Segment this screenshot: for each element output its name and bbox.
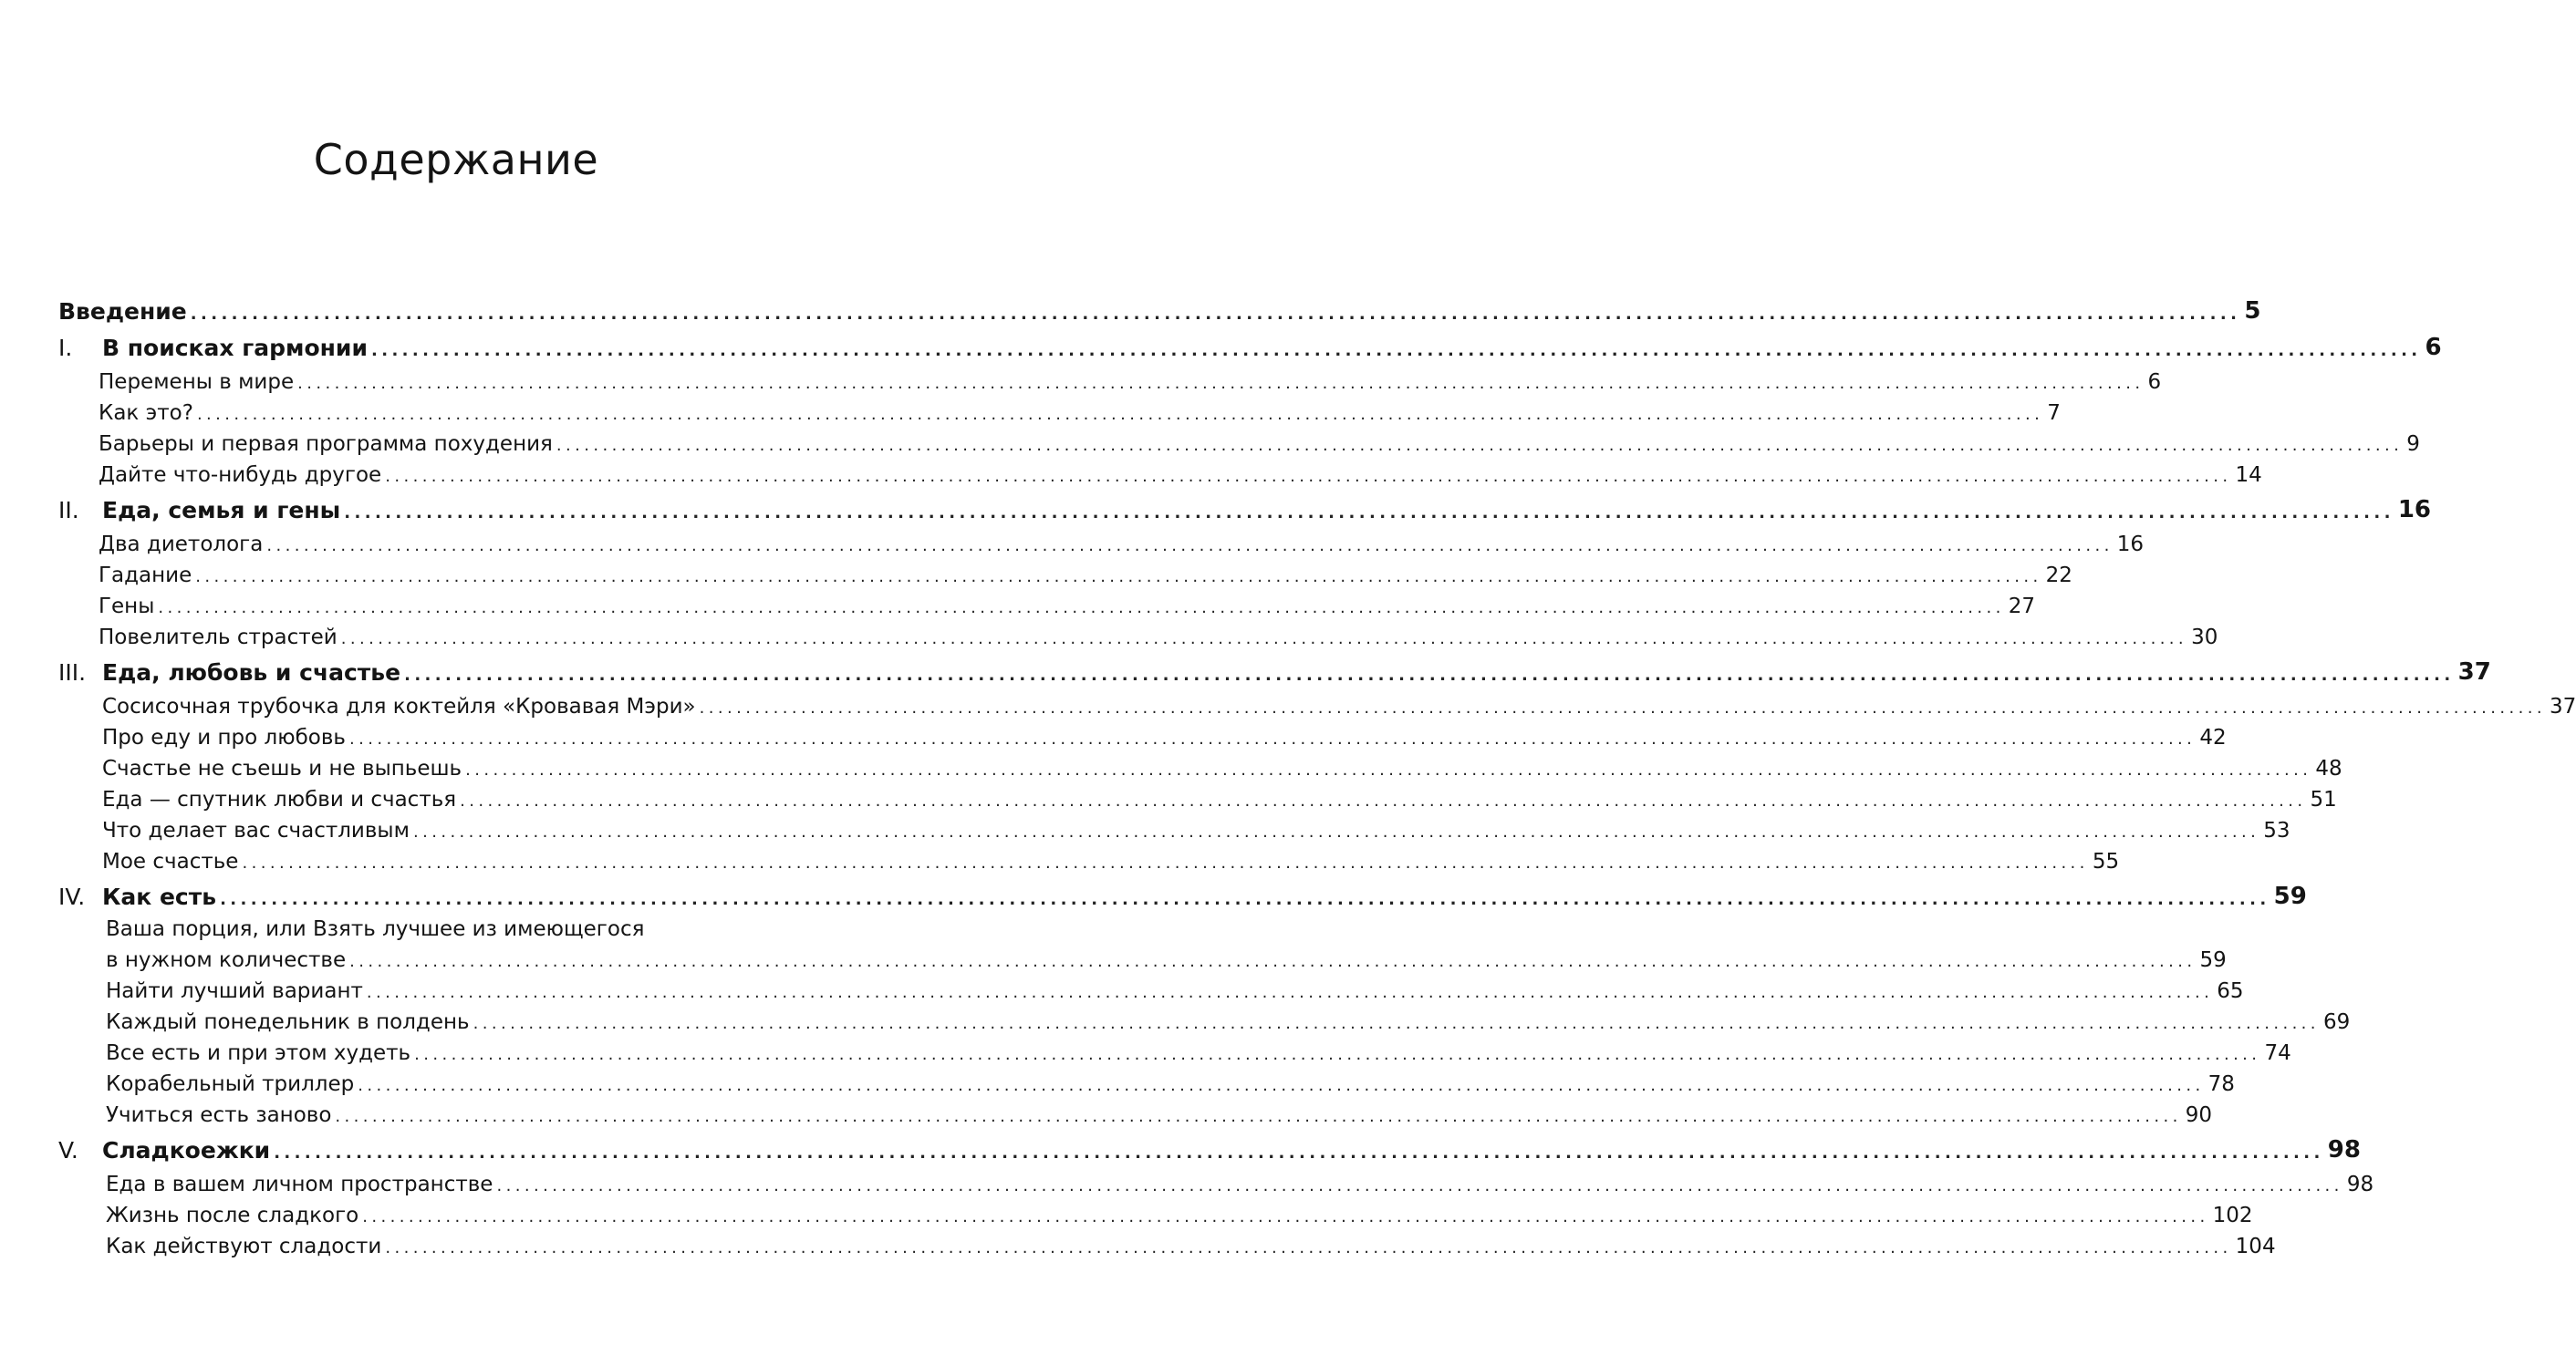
dot-leader: ........................................................................................................................................................................................................	[556, 436, 2404, 455]
toc-entry-label	[106, 1041, 410, 1065]
toc-section-row[interactable]	[102, 812, 2290, 843]
page-number: 14	[2235, 463, 2262, 487]
section-title: Найти лучший вариант	[106, 979, 363, 1003]
toc-entry-label	[58, 1137, 270, 1164]
dot-leader: ........................................................................................................................................................................................................	[358, 1076, 2205, 1095]
toc-entry-label	[106, 1103, 331, 1127]
page-title: Содержание	[313, 135, 599, 184]
page-number: 16	[2397, 496, 2431, 523]
toc-section-row[interactable]	[106, 1196, 2253, 1227]
dot-leader: ........................................................................................................................................................................................................	[340, 629, 2188, 648]
section-title: Учиться есть заново	[106, 1103, 332, 1127]
chapter-number: II.	[58, 497, 79, 523]
toc-section-row[interactable]	[99, 556, 2072, 587]
toc-section-row[interactable]	[106, 1003, 2351, 1034]
chapter-title: Еда, семья и гены	[102, 497, 341, 523]
toc-chapter-row[interactable]	[58, 492, 2431, 523]
page-number: 6	[2425, 334, 2442, 361]
page-number: 53	[2263, 819, 2290, 843]
dot-leader: ........................................................................................................................................................................................................	[362, 1207, 2209, 1226]
toc-entry-label	[106, 1235, 381, 1258]
toc-entry-label	[106, 948, 346, 972]
toc-entry-label	[99, 533, 263, 556]
chapter-number: V.	[58, 1137, 78, 1164]
toc-entry-label	[99, 564, 192, 587]
toc-section-row[interactable]	[106, 1065, 2235, 1096]
toc-section-row[interactable]	[102, 719, 2227, 750]
toc-entry-label	[58, 335, 368, 361]
section-title: Все есть и при этом худеть	[106, 1041, 411, 1065]
toc-section-row[interactable]	[106, 1165, 2374, 1196]
dot-leader: ........................................................................................................................................................................................................	[242, 854, 2089, 873]
page-number: 104	[2235, 1235, 2276, 1258]
page-number: 27	[2008, 595, 2035, 618]
toc-chapter-row[interactable]	[58, 294, 2261, 325]
page-number: 59	[2273, 883, 2307, 910]
toc-entry-label	[58, 884, 216, 910]
toc-entry-label	[58, 659, 400, 686]
page-number: 42	[2199, 726, 2227, 750]
dot-leader: ........................................................................................................................................................................................................	[465, 760, 2312, 780]
toc-section-row[interactable]	[99, 618, 2218, 649]
page-number: 16	[2116, 533, 2144, 556]
page-number: 9	[2406, 432, 2420, 456]
toc-entry-label	[58, 497, 340, 523]
toc-entry-label	[106, 1204, 358, 1227]
toc-section-row[interactable]	[102, 843, 2120, 874]
dot-leader: ........................................................................................................................................................................................................	[266, 536, 2114, 555]
toc-entry-label	[106, 979, 363, 1003]
toc-entry-label	[102, 757, 462, 781]
section-title: Как действуют сладости	[106, 1235, 382, 1258]
section-title: Гадание	[99, 564, 192, 587]
dot-leader: ........................................................................................................................................................................................................	[460, 791, 2307, 811]
page-number: 65	[2217, 979, 2244, 1003]
chapter-title: Еда, любовь и счастье	[102, 659, 401, 686]
dot-leader: ........................................................................................................................................................................................................	[473, 1014, 2320, 1033]
dot-leader: ........................................................................................................................................................................................................	[190, 305, 2241, 324]
toc-entry-label	[99, 432, 553, 456]
dot-leader: ........................................................................................................................................................................................................	[496, 1176, 2343, 1195]
toc-entry-label-line	[106, 910, 644, 941]
section-title: Сосисочная трубочка для коктейля «Кровавая Мэри»	[102, 695, 696, 719]
toc-entry-label	[99, 463, 381, 487]
page-number: 74	[2264, 1041, 2291, 1065]
section-title: Жизнь после сладкого	[106, 1204, 359, 1227]
section-title: Каждый понедельник в полдень	[106, 1010, 470, 1034]
page-number: 37	[2549, 695, 2576, 719]
chapter-title: В поисках гармонии	[102, 335, 368, 361]
dot-leader: ........................................................................................................................................................................................................	[274, 1143, 2324, 1163]
section-title: Про еду и про любовь	[102, 726, 346, 750]
page-number: 69	[2322, 1010, 2351, 1034]
section-title: Корабельный триллер	[106, 1072, 355, 1096]
page-number: 6	[2147, 370, 2162, 394]
dot-leader: ........................................................................................................................................................................................................	[370, 341, 2422, 360]
page-number: 102	[2212, 1204, 2253, 1227]
toc-section-row[interactable]	[99, 587, 2035, 618]
chapter-number: III.	[58, 659, 87, 686]
dot-leader: ........................................................................................................................................................................................................	[335, 1107, 2182, 1126]
page-number: 30	[2191, 626, 2218, 649]
section-title: Два диетолога	[99, 533, 264, 556]
toc-entry-label	[102, 788, 456, 812]
section-title: Барьеры и первая программа похудения	[99, 432, 553, 456]
page-number: 90	[2185, 1103, 2213, 1127]
section-title: Перемены в мире	[99, 370, 295, 394]
toc-section-row[interactable]	[102, 750, 2342, 781]
dot-leader: ........................................................................................................................................................................................................	[385, 1238, 2232, 1257]
page-number: 5	[2244, 297, 2261, 325]
page-number: 51	[2310, 788, 2337, 812]
section-title: Мое счастье	[102, 850, 239, 874]
toc-entry-title: Ваша порция, или Взять лучшее из имеющегося	[106, 917, 645, 941]
section-title: Счастье не съешь и не выпьешь	[102, 757, 462, 781]
section-title: Еда — спутник любви и счастья	[102, 788, 457, 812]
section-title: Гены	[99, 595, 155, 618]
page-number: 59	[2199, 948, 2227, 972]
toc-entry-label	[99, 595, 154, 618]
toc-entry-label	[102, 726, 346, 750]
page-number: 22	[2045, 564, 2072, 587]
toc-section-row[interactable]	[99, 456, 2262, 487]
toc-section-row[interactable]	[99, 363, 2162, 394]
toc-chapter-row[interactable]	[58, 655, 2491, 686]
page-number: 48	[2315, 757, 2342, 781]
toc-entry-label	[58, 298, 187, 325]
chapter-title: Сладкоежки	[102, 1137, 271, 1164]
section-title: Дайте что-нибудь другое	[99, 463, 382, 487]
toc-entry-label	[99, 626, 338, 649]
toc-chapter-row[interactable]	[58, 1133, 2361, 1164]
page-number: 98	[2327, 1136, 2361, 1164]
dot-leader: ........................................................................................................................................................................................................	[220, 890, 2270, 909]
section-title: в нужном количестве	[106, 948, 347, 972]
dot-leader: ........................................................................................................................................................................................................	[344, 503, 2394, 522]
dot-leader: ........................................................................................................................................................................................................	[158, 598, 2005, 617]
page-number: 78	[2207, 1072, 2235, 1096]
page-number: 7	[2047, 401, 2061, 425]
toc-entry-label	[99, 370, 294, 394]
dot-leader: ........................................................................................................................................................................................................	[699, 698, 2546, 718]
toc-section-row[interactable]	[106, 972, 2244, 1003]
toc-entry-label	[102, 819, 410, 843]
dot-leader: ........................................................................................................................................................................................................	[385, 467, 2232, 486]
toc-entry-label	[106, 1010, 470, 1034]
dot-leader: ........................................................................................................................................................................................................	[195, 567, 2042, 586]
toc-entry-label	[99, 401, 193, 425]
chapter-title: Введение	[58, 298, 187, 325]
chapter-number: I.	[58, 335, 73, 361]
toc-section-row[interactable]	[99, 525, 2144, 556]
dot-leader: ........................................................................................................................................................................................................	[297, 374, 2145, 393]
toc-section-row[interactable]	[102, 688, 2576, 719]
toc-entry-label	[102, 695, 696, 719]
page-number: 37	[2457, 658, 2491, 686]
toc-section-row[interactable]	[99, 425, 2420, 456]
section-title: Еда в вашем личном пространстве	[106, 1173, 493, 1196]
page-number: 98	[2346, 1173, 2374, 1196]
toc-entry-label	[106, 1173, 493, 1196]
toc-section-row[interactable]	[102, 781, 2337, 812]
toc-section-row[interactable]	[106, 941, 2227, 972]
section-title: Повелитель страстей	[99, 626, 338, 649]
toc-chapter-row[interactable]	[58, 879, 2307, 910]
toc-section-row[interactable]	[106, 1227, 2276, 1258]
dot-leader: ........................................................................................................................................................................................................	[412, 823, 2260, 842]
toc-section-row[interactable]	[106, 1034, 2291, 1065]
dot-leader: ........................................................................................................................................................................................................	[349, 952, 2197, 971]
toc-section-row[interactable]	[99, 394, 2061, 425]
toc-entry-label	[102, 850, 238, 874]
dot-leader: ........................................................................................................................................................................................................	[404, 666, 2455, 685]
chapter-number: IV.	[58, 884, 86, 910]
dot-leader: ........................................................................................................................................................................................................	[348, 729, 2197, 749]
dot-leader: ........................................................................................................................................................................................................	[414, 1045, 2261, 1064]
toc-section-row[interactable]	[106, 1096, 2213, 1127]
dot-leader: ........................................................................................................................................................................................................	[196, 405, 2044, 424]
section-title: Что делает вас счастливым	[102, 819, 410, 843]
chapter-title: Как есть	[102, 884, 217, 910]
section-title: Как это?	[99, 401, 193, 425]
page-number: 55	[2092, 850, 2120, 874]
toc-entry-label	[106, 1072, 354, 1096]
toc-chapter-row[interactable]	[58, 330, 2442, 361]
dot-leader: ........................................................................................................................................................................................................	[366, 983, 2214, 1002]
